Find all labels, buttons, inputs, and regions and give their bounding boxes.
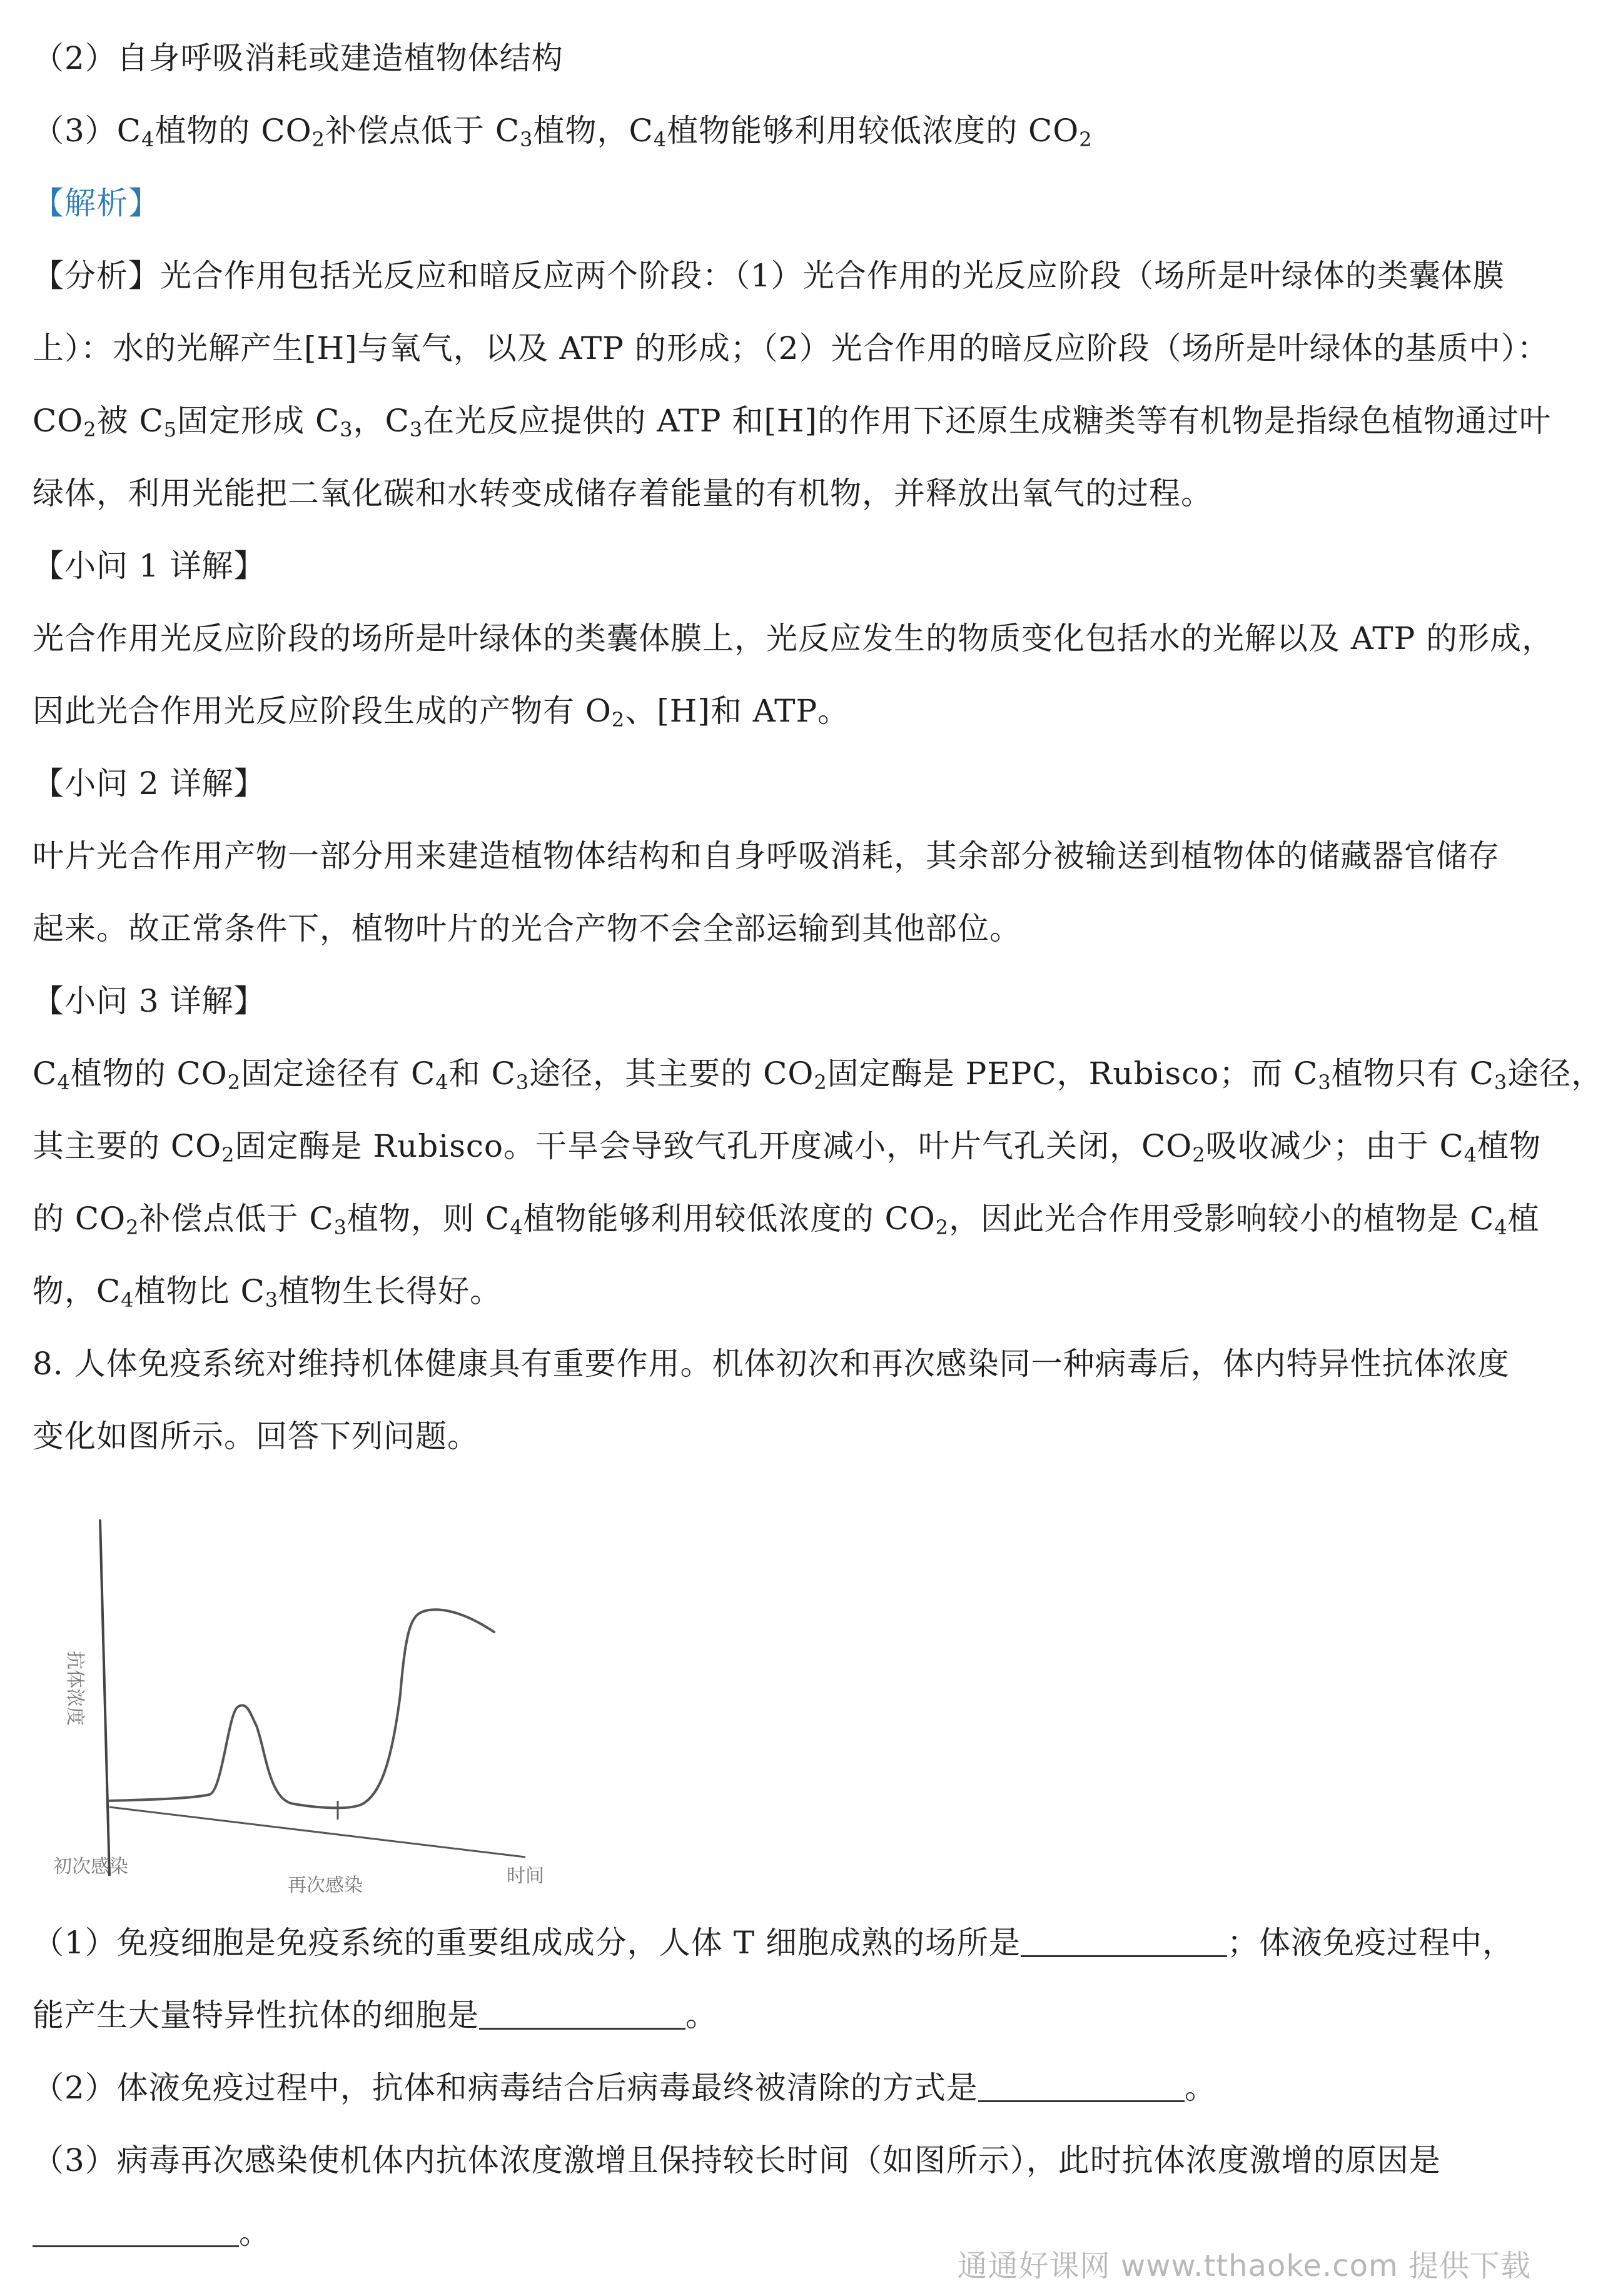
answer-blank-4[interactable] [33, 2214, 239, 2247]
answer-blank-3[interactable] [978, 2069, 1185, 2102]
antibody-curve [109, 1609, 494, 1808]
q1-heading: 【小问 1 详解】 [33, 548, 266, 584]
q2-heading: 【小问 2 详解】 [33, 765, 266, 802]
q3-line-4: 物，$C_4$植物比 $C_3$植物生长得好。 [33, 1273, 502, 1312]
x-axis-label: 时间 [507, 1865, 544, 1887]
question-8-line-1: 8. 人体免疫系统对维持机体健康具有重要作用。机体初次和再次感染同一种病毒后，体内特异性抗体浓度 [33, 1346, 1510, 1382]
q2-line-1: 叶片光合作用产物一部分用来建造植物体结构和自身呼吸消耗，其余部分被输送到植物体的储藏器官储存 [33, 838, 1500, 874]
second-infection-label: 再次感染 [288, 1875, 363, 1896]
subquestion-1-line-1: （1）免疫细胞是免疫系统的重要组成成分，人体 T 细胞成熟的场所是 ；体液免疫过程中， [33, 1925, 1514, 1961]
question-8-line-2: 变化如图所示。回答下列问题。 [33, 1418, 479, 1454]
answer-blank-1[interactable] [1021, 1924, 1227, 1957]
y-axis [100, 1519, 109, 1876]
q1-line-2: 因此光合作用光反应阶段生成的产物有 $O_2$、[H]和 ATP。 [33, 693, 850, 732]
analysis-line-3: $CO_2$被 $C_5$固定形成 $C_3$，$C_3$在光反应提供的 ATP 和[H]的作用下还原生成糖类等有机物是指绿色植物通过叶 [33, 403, 1552, 441]
y-axis-label: 抗体浓度 [64, 1651, 86, 1726]
subquestion-1-line-2: 能产生大量特异性抗体的细胞是 。 [33, 1997, 717, 2033]
q3-heading: 【小问 3 详解】 [33, 983, 266, 1019]
answer-2: （2）自身呼吸消耗或建造植物体结构 [33, 40, 564, 76]
q3-line-1: $C_4$植物的 $CO_2$固定途径有 $C_4$和 $C_3$途径，其主要的 $CO_2$固定酶是 PEPC，Rubisco；而 $C_3$植物只有 $C_3$途径， [33, 1055, 1603, 1094]
subquestion-3-answer: 。 [33, 2211, 1526, 2255]
jiexi-heading: 【解析】 [33, 185, 160, 221]
q1-line-1: 光合作用光反应阶段的场所是叶绿体的类囊体膜上，光反应发生的物质变化包括水的光解以及 ATP 的形成， [33, 620, 1554, 657]
q3-line-2: 其主要的 $CO_2$固定酶是 Rubisco。干旱会导致气孔开度减小，叶片气孔关闭，$CO_2$吸收减少；由于 $C_4$植物 [33, 1128, 1542, 1167]
analysis-line-2: 上）：水的光解产生[H]与氧气，以及 ATP 的形成；（2）光合作用的暗反应阶段（场所是叶绿体的基质中）： [33, 330, 1549, 366]
q2-line-2: 起来。故正常条件下，植物叶片的光合产物不会全部运输到其他部位。 [33, 910, 1021, 947]
subquestion-2: （2）体液免疫过程中，抗体和病毒结合后病毒最终被清除的方式是 。 [33, 2070, 1216, 2106]
q3-line-3: 的 $CO_2$补偿点低于 $C_3$植物，则 $C_4$植物能够利用较低浓度的 $CO_2$，因此光合作用受影响较小的植物是 $C_4$植 [33, 1201, 1540, 1239]
first-infection-label: 初次感染 [53, 1856, 128, 1878]
answer-3: $(3)C_4$植物的 $CO_2$补偿点低于 $C_3$植物，$C_4$植物能够利用较低浓度的 $CO_2$ [33, 113, 1093, 151]
antibody-concentration-figure [50, 1507, 575, 1901]
analysis-line-1: 【分析】光合作用包括光反应和暗反应两个阶段：（1）光合作用的光反应阶段（场所是叶绿体的类囊体膜 [33, 258, 1505, 294]
x-axis [109, 1807, 525, 1857]
subquestion-3: （3）病毒再次感染使机体内抗体浓度激增且保持较长时间（如图所示），此时抗体浓度激增的原因是 [33, 2142, 1441, 2178]
analysis-line-4: 绿体，利用光能把二氧化碳和水转变成储存着能量的有机物，并释放出氧气的过程。 [33, 475, 1213, 511]
answer-blank-2[interactable] [479, 1996, 685, 2030]
watermark-footer: 通通好课网 www.tthaoke.com 提供下载 [957, 2248, 1531, 2283]
